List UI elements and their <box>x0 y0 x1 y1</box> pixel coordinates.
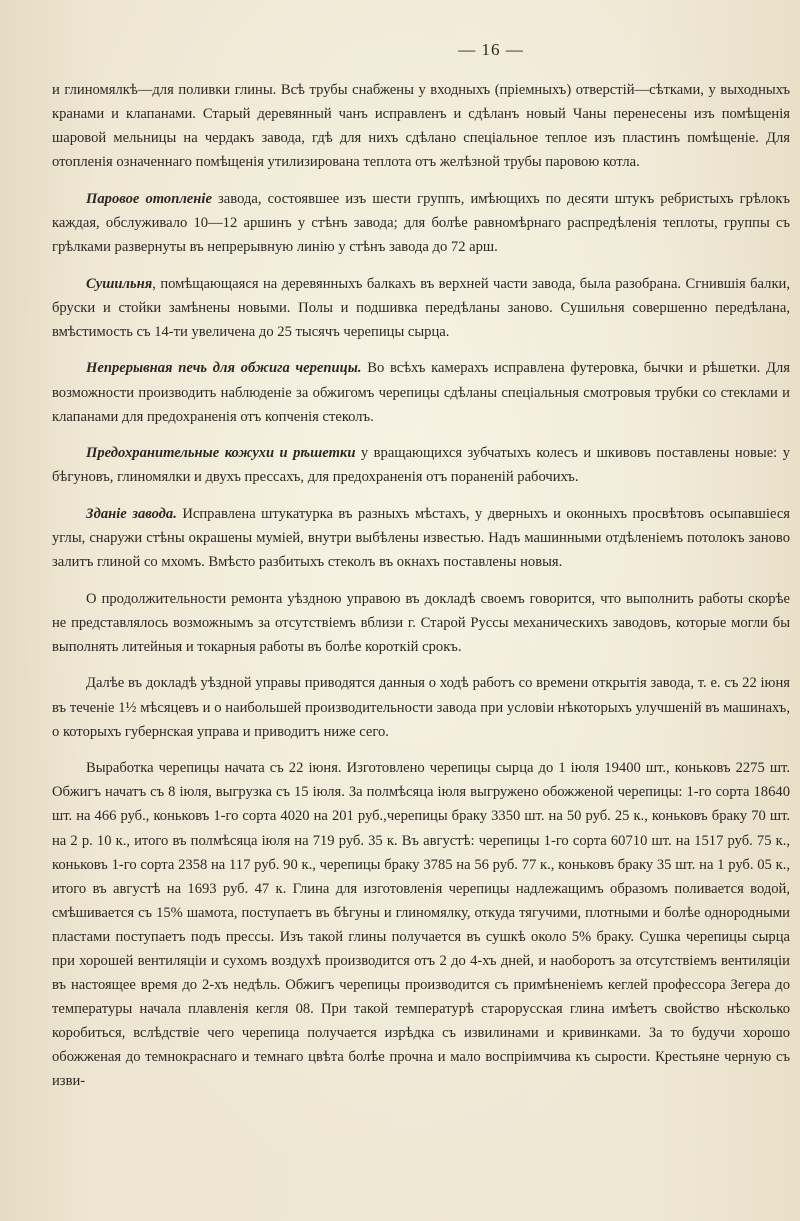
paragraph-safety-guards <box>52 441 790 489</box>
paragraph-text: О продолжительности ремонта уѣздною управою въ докладѣ своемъ говорится, что выполнить работы скорѣе не представлялось возможнымъ за отсутствіемъ вблизи г. Старой Руссы механическихъ заводовъ, которые могли бы выполнять литейныя и токарныя работы въ болѣе короткій срокъ. <box>52 590 790 655</box>
paragraph-production <box>52 756 790 1093</box>
paragraph-text: , помѣщающаяся на деревянныхъ балкахъ въ верхней части завода, была разобрана. Сгнившія балки, бруски и стойки замѣнены новыми. Полы и подшивка передѣланы заново. Сушильня совершенно передѣлана, вмѣстимость съ 14-ти увеличена до 25 тысячъ черепицы сырца. <box>52 275 790 340</box>
paragraph-text: и глиномялкѣ—для поливки глины. Всѣ трубы снабжены у входныхъ (пріемныхъ) отверстій—сѣтками, у выходныхъ кранами и клапанами. Старый деревянный чанъ исправленъ и сдѣланъ новый Чаны перенесены изъ помѣщенія шаровой мельницы на чердакъ завода, гдѣ для нихъ сдѣлано спеціальное теплое изъ пластинъ помѣщеніе. Для отопленія означеннаго помѣщенія утилизирована теплота отъ желѣзной трубы паровою котла. <box>52 82 790 171</box>
paragraph-text: Далѣе въ докладѣ уѣздной управы приводятся данныя о ходѣ работъ со времени открытія завода, т. е. съ 22 іюня въ теченіе 1½ мѣсяцевъ и о наибольшей производительности завода при условіи нѣкоторыхъ улучшеній въ машинахъ, о которыхъ губернская управа и приводитъ ниже сего. <box>52 675 790 740</box>
paragraph-repair-duration <box>52 587 790 659</box>
paragraph-drying-room <box>52 272 790 344</box>
paragraph-text: Исправлена штукатурка въ разныхъ мѣстахъ, у дверныхъ и оконныхъ просвѣтовъ осыпавшіеся углы, снаружи стѣны окрашены муміей, внутри выбѣлены известью. Надъ машинными отдѣленіемъ потолокъ заново залитъ глиной со мхомъ. Вмѣсто разбитыхъ стеколъ въ окнахъ поставлены новыя. <box>52 505 791 571</box>
paragraph-report <box>52 671 790 743</box>
paragraph-text: у вращающихся зубчатыхъ колесъ и шкивовъ поставлены новые: у бѣгуновъ, глиномялки и двухъ прессахъ, для предохраненія отъ пораненій рабочихъ. <box>52 445 790 486</box>
paragraph-building <box>52 502 790 574</box>
page-number: — 16 — <box>458 40 524 59</box>
paragraph-lead: Непрерывная печь для обжига черепицы. <box>86 360 362 377</box>
paragraph-kiln <box>52 356 790 428</box>
paragraph-continuation <box>52 78 790 174</box>
paragraph-text: Выработка черепицы начата съ 22 іюня. Изготовлено черепицы сырца до 1 іюля 19400 шт., коньковъ 2275 шт. Обжигъ начатъ съ 8 іюля, выгрузка съ 15 іюля. За полмѣсяца іюля выгружено обожженой черепицы: 1-го сорта 18640 шт. на 466 руб., коньковъ 1-го сорта 4020 на 201 руб.,черепицы браку 3350 шт. на 50 руб. 25 к., коньковъ браку 70 шт. на 2 р. 10 к., итого въ полмѣсяца іюля на 719 руб. 35 к. Въ августѣ: черепицы 1-го сорта 60710 шт. на 1517 руб. 75 к., коньковъ 1-го сорта 2358 на 117 руб. 90 к., черепицы браку 3785 на 56 руб. 77 к., коньковъ браку 35 шт. на 1 руб. 05 к., итого въ августѣ на 1693 руб. 47 к. Глина для изготовленія черепицы надлежащимъ образомъ поливается водой, смѣшивается съ 15% шамота, поступаетъ въ бѣгуны и глиномялку, откуда тягучими, плотными и болѣе однородными пластами поступаетъ подъ прессы. Изъ такой глины получается въ сушкѣ около 5% браку. Сушка черепицы сырца при хорошей вентиляціи и сухомъ воздухѣ производится отъ 2 до 4-хъ дней, и наоборотъ за отсутствіемъ вентиляціи въ настоящее время до 2-хъ недѣль. Обжигъ черепицы производится съ примѣненіемъ кеглей профессора Зегера до температуры начала плавленія кегля 08. При такой температурѣ старорусская глина имѣетъ свойство нѣсколько коробиться, вслѣдствіе чего черепица получается изрѣдка съ извилинами и кривинками. За то будучи хорошо обожженая до темнокраснаго и темнаго цвѣта болѣе прочна и мало воспріимчива къ сырости. Крестьяне черную съ изви- <box>52 760 790 1090</box>
paragraph-text: Во всѣхъ камерахъ исправлена футеровка, бычки и рѣшетки. Для возможности производить наблюденіе за обжигомъ черепицы сдѣланы спеціальныя смотровыя трубки со стеклами и клапанами для предохраненія отъ копченія стеколъ. <box>52 360 790 425</box>
paragraph-lead: Зданіе завода. <box>86 505 177 522</box>
paragraph-text: завода, состоявшее изъ шести группъ, имѣющихъ по десяти штукъ ребристыхъ грѣлокъ каждая, обслуживало 10—12 аршинъ у стѣнъ завода; для болѣе равномѣрнаго распредѣленія теплоты, группы съ грѣлками развернуты въ непрерывную линію у стѣнъ завода до 72 арш. <box>52 190 791 256</box>
paragraph-lead: Предохранительные кожухи и рѣшетки <box>86 445 356 462</box>
paragraph-lead: Паровое отопленіе <box>86 190 212 207</box>
paragraph-steam-heating <box>52 187 790 259</box>
paragraph-lead: Сушильня <box>86 275 153 292</box>
